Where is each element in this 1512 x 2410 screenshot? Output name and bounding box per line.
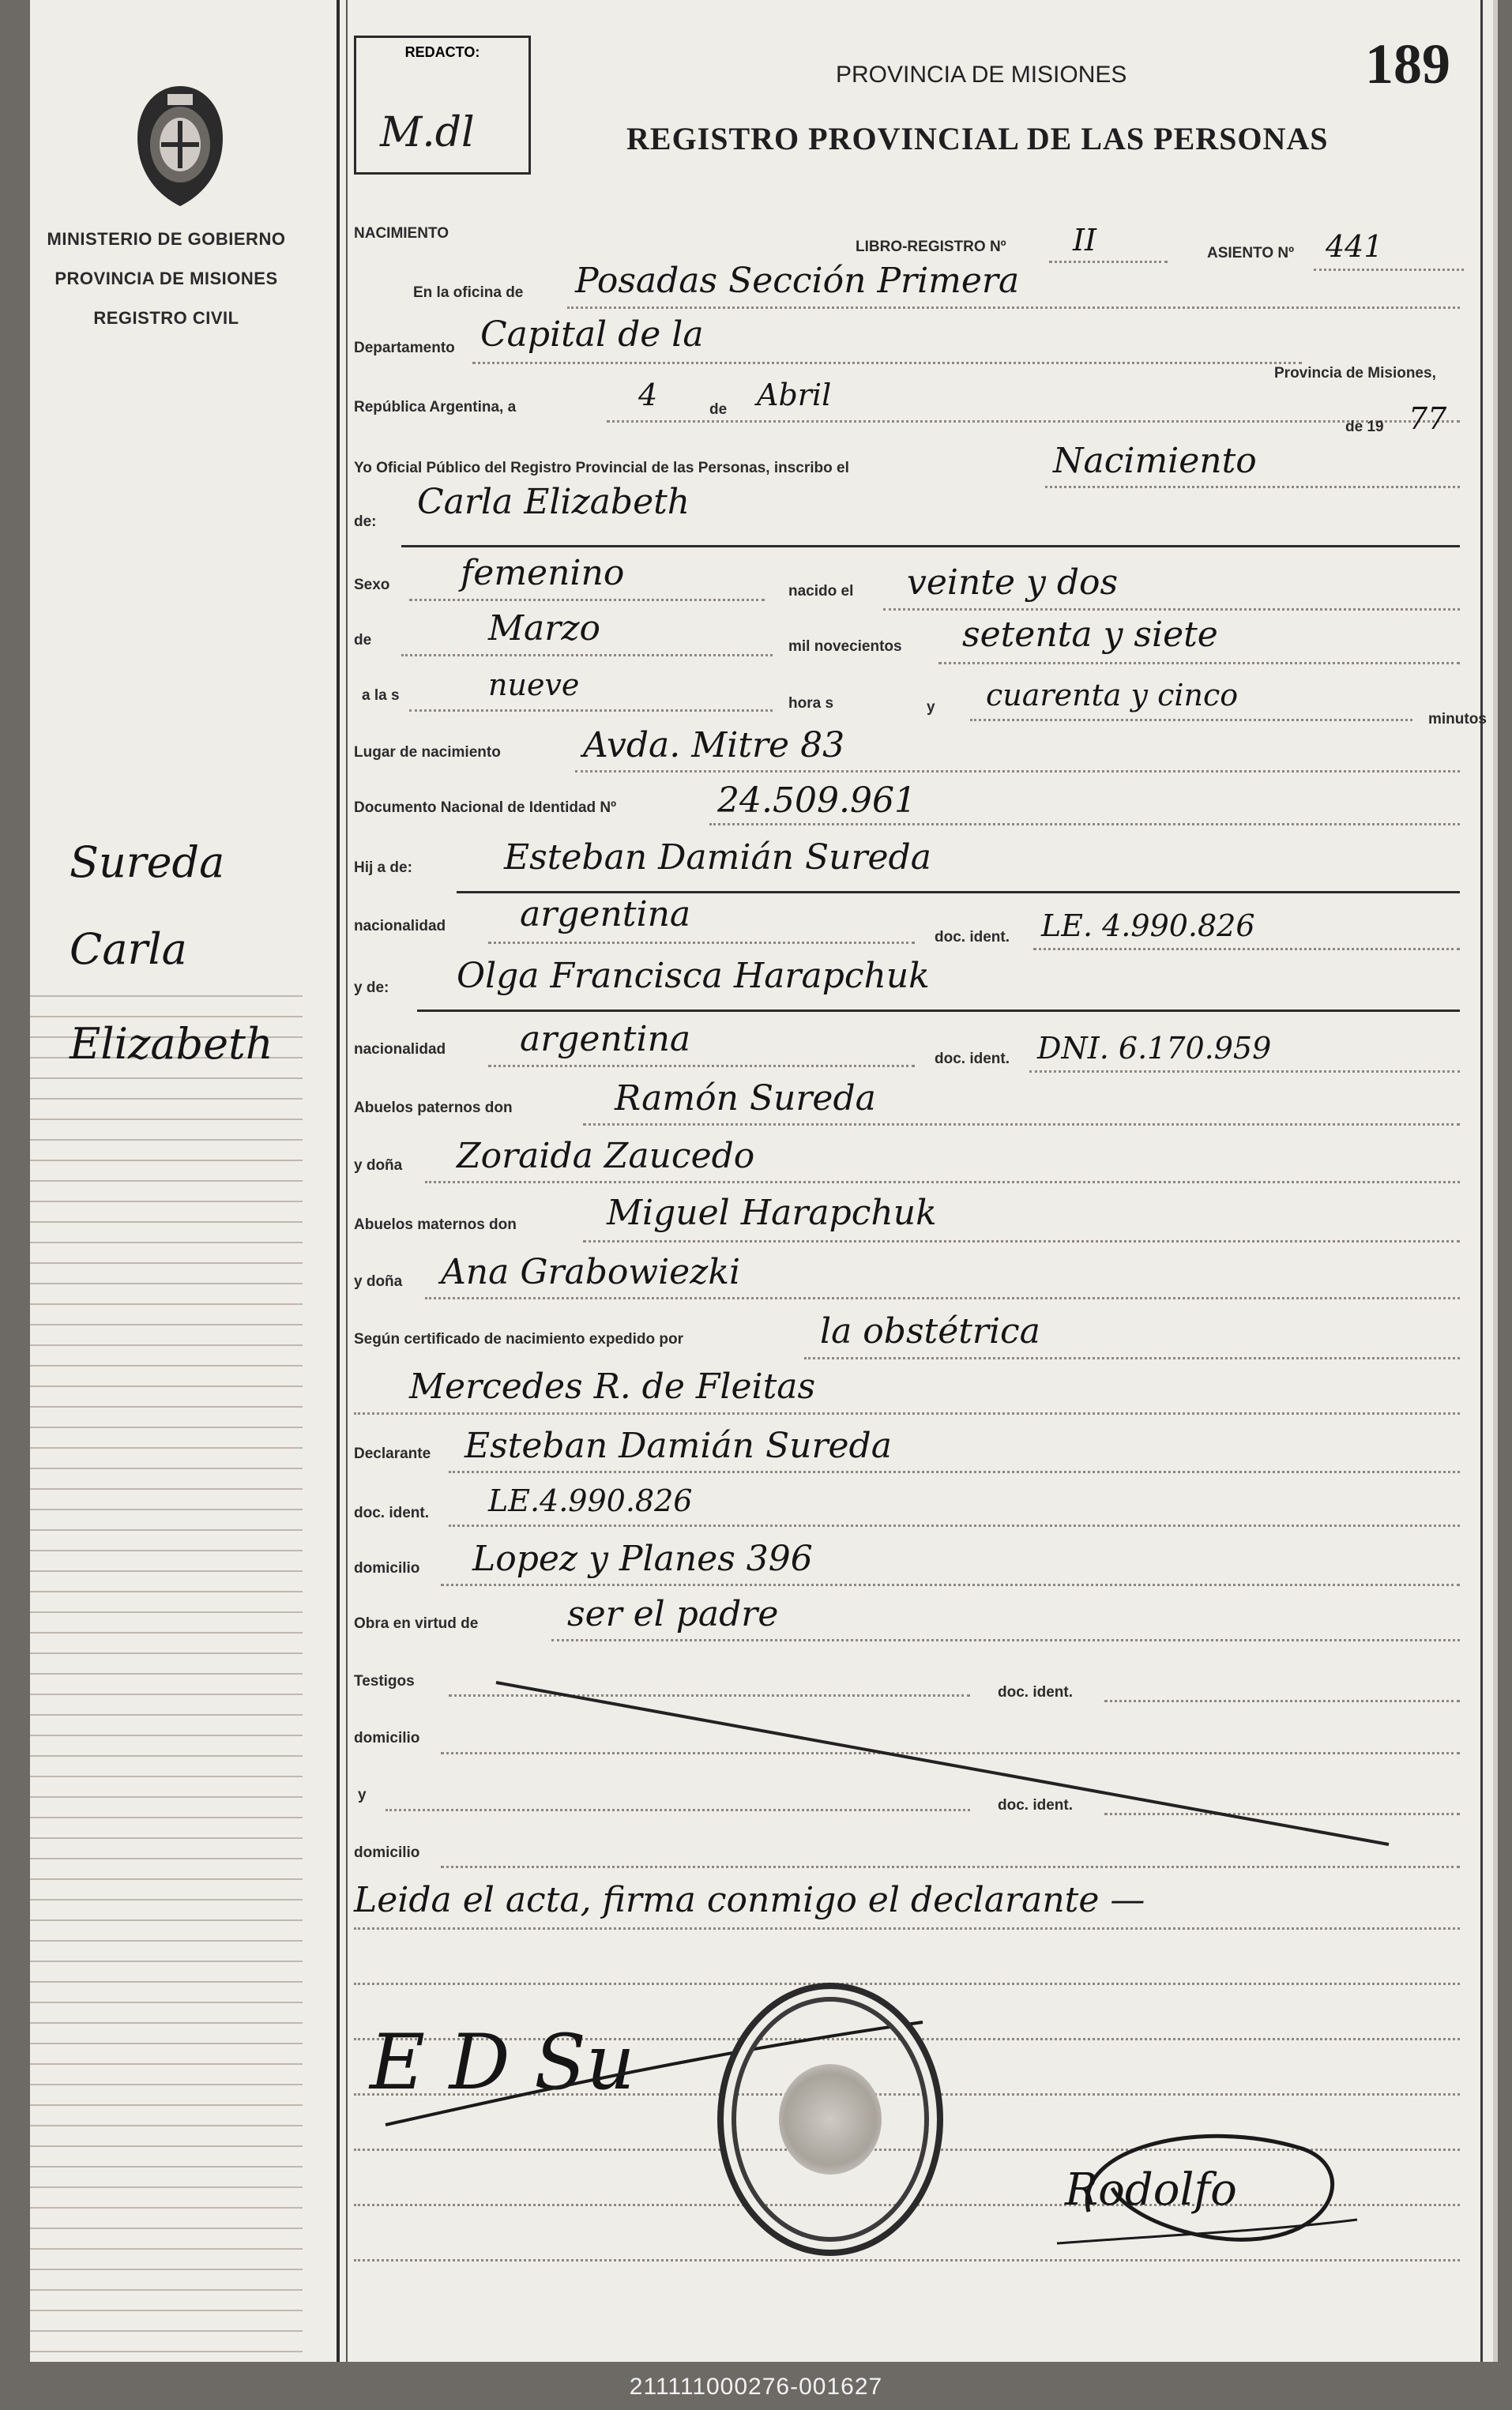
domicilio-value: Lopez y Planes 396: [472, 1539, 813, 1579]
sexo-label: Sexo: [354, 577, 390, 593]
libro-label: LIBRO-REGISTRO Nº: [856, 239, 1006, 255]
redacto-box: [354, 36, 531, 175]
abuelos-maternos-label: Abuelos maternos don: [354, 1216, 517, 1233]
doc-ident-label-padre: doc. ident.: [935, 929, 1010, 946]
testigos-label: Testigos: [354, 1673, 415, 1690]
departamento-label: Departamento: [354, 340, 455, 356]
republica-label: República Argentina, a: [354, 399, 517, 415]
anio-value: 77: [1409, 401, 1447, 436]
y-dona-label-paterna: y doña: [354, 1157, 403, 1174]
certificado-value-2: Mercedes R. de Fleitas: [409, 1367, 816, 1407]
provincial-emblem-icon: [133, 83, 228, 209]
nombre-value: Carla Elizabeth: [417, 482, 690, 522]
de-nombre-label: de:: [354, 513, 377, 530]
lugar-label: Lugar de nacimiento: [354, 744, 501, 761]
horas-value: nueve: [488, 667, 580, 702]
record-type-label: NACIMIENTO: [354, 225, 449, 242]
madre-value: Olga Francisca Harapchuk: [457, 956, 930, 996]
asiento-label: ASIENTO Nº: [1207, 245, 1295, 261]
oficina-label: En la oficina de: [413, 284, 524, 301]
nacido-dia-value: veinte y dos: [907, 562, 1119, 603]
dni-value: 24.509.961: [717, 780, 916, 821]
nacionalidad-label-madre: nacionalidad: [354, 1041, 446, 1058]
de-label: de: [709, 401, 728, 418]
cancellation-line: [488, 1667, 1405, 1856]
certificado-label: Según certificado de nacimiento expedido por: [354, 1331, 684, 1348]
a-las-label: a la s: [362, 687, 400, 704]
padre-value: Esteban Damián Sureda: [504, 837, 931, 878]
margin-surname: Sureda: [70, 837, 225, 887]
testigo1-domicilio-label: domicilio: [354, 1730, 420, 1746]
madre-nacionalidad-value: argentina: [520, 1019, 691, 1059]
padre-nacionalidad-value: argentina: [520, 894, 691, 934]
y-dona-label-materna: y doña: [354, 1273, 403, 1290]
acto-value: Nacimiento: [1053, 441, 1257, 481]
redacto-label: REDACTO:: [404, 44, 480, 60]
redacto-initials: M.dl: [380, 109, 475, 156]
de2-label: de: [354, 632, 372, 649]
mes-value: Abril: [757, 378, 832, 412]
declarante-label: Declarante: [354, 1446, 431, 1462]
asiento-value: 441: [1326, 229, 1383, 264]
officer-signature: Rodolfo: [1065, 2164, 1237, 2216]
nacido-label: nacido el: [788, 583, 854, 600]
declarante-doc-value: LE.4.990.826: [488, 1483, 693, 1518]
padre-doc-value: LE. 4.990.826: [1041, 908, 1255, 943]
abuela-paterna-value: Zoraida Zaucedo: [457, 1136, 755, 1176]
certificado-value: la obstétrica: [820, 1311, 1040, 1352]
margin-middle-name: Elizabeth: [70, 1019, 273, 1069]
margin-first-name: Carla: [70, 924, 187, 974]
testigos-doc-label: doc. ident.: [998, 1684, 1073, 1701]
sexo-value: femenino: [461, 553, 625, 593]
provincia-suffix: Provincia de Misiones,: [1274, 365, 1436, 382]
anio-label: de 19: [1345, 419, 1384, 435]
madre-doc-value: DNI. 6.170.959: [1037, 1031, 1272, 1066]
nacido-anio-value: setenta y siete: [962, 615, 1218, 655]
ministry-line-3: REGISTRO CIVIL: [93, 308, 239, 328]
doc-ident-label-madre: doc. ident.: [935, 1051, 1010, 1067]
ministry-line-2: PROVINCIA DE MISIONES: [55, 269, 278, 288]
domicilio-label: domicilio: [354, 1560, 420, 1577]
abuela-materna-value: Ana Grabowiezki: [441, 1252, 741, 1292]
dni-label: Documento Nacional de Identidad Nº: [354, 799, 617, 816]
lugar-value: Avda. Mitre 83: [583, 725, 845, 765]
lined-margin-column: [30, 0, 303, 2362]
dia-value: 4: [638, 378, 658, 412]
official-seal-stamp: [717, 1983, 943, 2256]
nacido-mes-value: Marzo: [488, 608, 600, 649]
abuelos-paternos-label: Abuelos paternos don: [354, 1100, 513, 1116]
image-id-footer: 211111000276-001627: [629, 2374, 883, 2400]
libro-value: II: [1073, 223, 1097, 258]
testigo2-doc-label: doc. ident.: [998, 1797, 1073, 1814]
obra-value: ser el padre: [567, 1594, 779, 1634]
minutos-value: cuarenta y cinco: [986, 678, 1239, 712]
right-border-line: [1480, 0, 1483, 2362]
obra-label: Obra en virtud de: [354, 1615, 479, 1632]
y-label: y: [927, 699, 935, 716]
hija-label: Hij a de:: [354, 859, 412, 876]
abuelo-materno-value: Miguel Harapchuk: [607, 1193, 937, 1233]
departamento-value: Capital de la: [480, 314, 704, 355]
abuelo-paterno-value: Ramón Sureda: [615, 1078, 876, 1119]
province-heading: PROVINCIA DE MISIONES: [836, 62, 1127, 88]
declarant-signature: E D Su: [370, 2018, 635, 2107]
mil-label: mil novecientos: [788, 638, 902, 655]
horas-label: hora s: [788, 695, 834, 712]
leida-text: Leida el acta, firma conmigo el declarante —: [354, 1880, 1145, 1920]
minutos-label: minutos: [1428, 711, 1487, 728]
y-de-label: y de:: [354, 979, 389, 996]
birth-record-sheet: [30, 0, 1498, 2362]
oficina-value: Posadas Sección Primera: [575, 261, 1020, 301]
page-number: 189: [1365, 32, 1450, 96]
registry-heading: REGISTRO PROVINCIAL DE LAS PERSONAS: [626, 121, 1329, 156]
declarante-doc-label: doc. ident.: [354, 1505, 429, 1521]
declarante-value: Esteban Damián Sureda: [465, 1426, 892, 1466]
margin-divider-line: [337, 0, 340, 2362]
ministry-line-1: MINISTERIO DE GOBIERNO: [47, 229, 286, 249]
nacionalidad-label-padre: nacionalidad: [354, 918, 446, 934]
oficial-text: Yo Oficial Público del Registro Provincial de las Personas, inscribo el: [354, 460, 849, 476]
testigo2-y-label: y: [358, 1787, 367, 1803]
testigo2-domicilio-label: domicilio: [354, 1844, 420, 1861]
margin-divider-line-inner: [346, 0, 348, 2362]
